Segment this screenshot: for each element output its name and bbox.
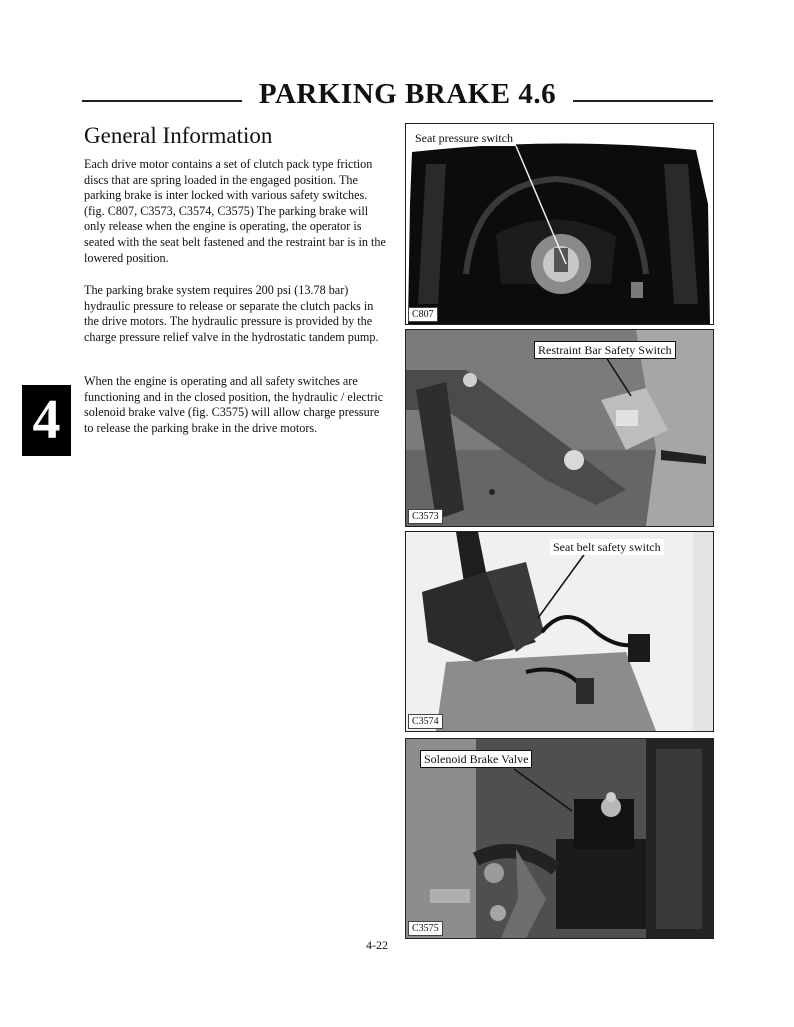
figure-id-c3575: C3575 bbox=[408, 921, 443, 936]
figure-seat-belt-switch bbox=[405, 531, 714, 732]
callout-solenoid-brake-valve: Solenoid Brake Valve bbox=[420, 750, 532, 768]
photo-seat-belt-switch bbox=[406, 532, 713, 731]
paragraph-hydraulic-pressure: The parking brake system requires 200 psi (13.78 bar) hydraulic pressure to release or separate the clutch packs in the drive motors. The hydraulic pressure is provided by the charge pressure relief valve in the hydrostatic tandem pump. bbox=[84, 283, 379, 344]
header-rule-right bbox=[573, 100, 713, 102]
header-rule-left bbox=[82, 100, 242, 102]
figure-solenoid-brake-valve bbox=[405, 738, 714, 939]
callout-seat-pressure-switch: Seat pressure switch bbox=[412, 130, 516, 146]
photo-seat-pressure-switch bbox=[406, 124, 713, 324]
figure-id-c3573: C3573 bbox=[408, 509, 443, 524]
paragraph-clutch-packs: Each drive motor contains a set of clutch pack type friction discs that are spring loaded in the engaged position. The parking brake is inter locked with various safety switches. (fig. C807, C3573, C3574, C3575) The parking brake will only release when the engine is operating, the operator is seated with the seat belt fastened and the restraint bar is in the lowered position. bbox=[84, 157, 386, 265]
figure-id-c807: C807 bbox=[408, 307, 438, 322]
figure-id-c3574: C3574 bbox=[408, 714, 443, 729]
photo-solenoid-brake-valve bbox=[406, 739, 713, 938]
chapter-tab: 4 bbox=[22, 385, 71, 456]
figure-restraint-bar-switch bbox=[405, 329, 714, 527]
figure-seat-pressure-switch bbox=[405, 123, 714, 325]
paragraph-solenoid-valve: When the engine is operating and all safety switches are functioning and in the closed position, the hydraulic / electric solenoid brake valve (fig. C3575) will allow charge pressure to release the parking brake in the drive motors. bbox=[84, 374, 384, 435]
callout-seat-belt-safety-switch: Seat belt safety switch bbox=[550, 539, 664, 555]
callout-restraint-bar-safety-switch: Restraint Bar Safety Switch bbox=[534, 341, 676, 359]
section-heading: General Information bbox=[84, 123, 273, 148]
photo-restraint-bar-switch bbox=[406, 330, 713, 526]
page-title: PARKING BRAKE 4.6 bbox=[258, 78, 557, 110]
page-number: 4-22 bbox=[366, 938, 388, 952]
